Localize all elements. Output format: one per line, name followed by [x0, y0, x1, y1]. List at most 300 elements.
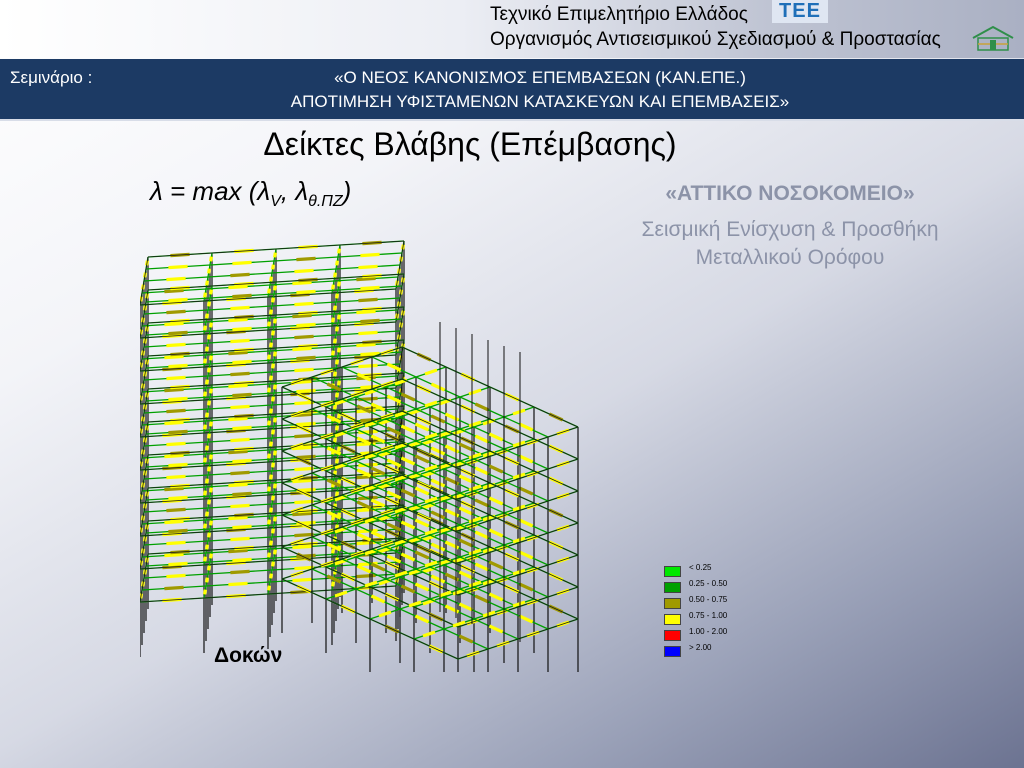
beam-damage-mark — [164, 389, 183, 390]
beam-damage-mark — [401, 586, 414, 592]
beam-damage-mark — [489, 498, 502, 504]
beam-damage-mark — [431, 384, 444, 390]
beam-damage-mark — [294, 270, 313, 271]
beam-damage-mark — [459, 476, 472, 482]
beam-damage-mark — [333, 285, 334, 290]
beam-damage-mark — [273, 496, 274, 501]
beam-damage-mark — [211, 323, 212, 328]
beam-damage-mark — [164, 422, 183, 423]
beam-damage-mark — [519, 616, 532, 622]
beam-damage-mark — [168, 464, 187, 465]
beam-damage-mark — [207, 380, 208, 385]
beam-damage-mark — [275, 286, 276, 291]
beam-damage-mark — [228, 286, 247, 287]
beam-damage-mark — [292, 546, 311, 547]
beam-damage-mark — [356, 344, 375, 345]
legend-label: 0.75 - 1.00 — [689, 611, 728, 620]
legend-swatch — [664, 598, 681, 609]
beam-damage-mark — [205, 590, 206, 595]
beam-damage-mark — [275, 319, 276, 324]
beam-damage-mark — [445, 478, 458, 484]
beam-damage-mark — [164, 455, 183, 456]
beam-damage-mark — [228, 352, 247, 353]
beam-damage-mark — [275, 418, 276, 423]
beam-damage-mark — [209, 500, 210, 505]
beam-damage-mark — [209, 302, 210, 307]
org-name-line-2: Οργανισμός Αντισεισμικού Σχεδιασμού & Προστασίας — [490, 29, 941, 50]
beam-damage-mark — [230, 274, 249, 275]
beam-damage-mark — [296, 423, 315, 424]
beam-damage-mark — [205, 458, 206, 463]
beam-damage-mark — [387, 556, 400, 562]
beam-damage-mark — [168, 266, 187, 267]
beam-damage-mark — [489, 562, 502, 568]
beam-damage-mark — [519, 488, 532, 494]
beam-damage-mark — [207, 479, 208, 484]
beam-damage-mark — [228, 418, 247, 419]
project-subtitle-line-2: Μεταλλικού Ορόφου — [695, 246, 885, 269]
beam-damage-mark — [164, 290, 183, 291]
beam-damage-mark — [205, 524, 206, 529]
beam-damage-mark — [168, 299, 187, 300]
beam-damage-mark — [271, 343, 272, 348]
legend-item — [664, 609, 734, 625]
beam-damage-mark — [333, 549, 334, 554]
beam-damage-mark — [271, 475, 272, 480]
beam-damage-mark — [205, 425, 206, 430]
beam-damage-mark — [271, 508, 272, 513]
beam-damage-mark — [401, 458, 414, 464]
beam-damage-mark — [445, 542, 458, 548]
beam-damage-mark — [269, 487, 270, 492]
legend-label: < 0.25 — [689, 563, 712, 572]
beam-damage-mark — [207, 545, 208, 550]
beam-damage-mark — [230, 340, 249, 341]
beam-damage-mark — [273, 265, 274, 270]
beam-damage-mark — [475, 532, 488, 538]
beam-damage-mark — [271, 310, 272, 315]
formula-subscript-theta: θ.ΠΖ — [308, 193, 343, 211]
beam-damage-mark — [296, 291, 315, 292]
beam-damage-mark — [211, 290, 212, 295]
beam-damage-mark — [459, 508, 472, 514]
beam-damage-mark — [360, 254, 379, 255]
beam-damage-mark — [168, 431, 187, 432]
beam-damage-mark — [292, 315, 311, 316]
beam-damage-mark — [296, 258, 315, 259]
beam-damage-mark — [166, 476, 185, 477]
beam-damage-mark — [232, 526, 251, 527]
legend-swatch — [664, 646, 681, 657]
beam-damage-mark — [232, 295, 251, 296]
beam-damage-mark — [425, 370, 437, 374]
beam-damage-mark — [337, 492, 338, 497]
beam-damage-mark — [166, 278, 185, 279]
beam-damage-mark — [489, 626, 502, 632]
beam-damage-mark — [459, 444, 472, 450]
beam-damage-mark — [209, 566, 210, 571]
beam-damage-mark — [333, 318, 334, 323]
beam-damage-mark — [360, 287, 379, 288]
beam-damage-mark — [168, 530, 187, 531]
beam-damage-mark — [275, 352, 276, 357]
beam-damage-mark — [360, 353, 379, 354]
beam-damage-mark — [358, 266, 377, 267]
beam-damage-mark — [275, 517, 276, 522]
legend-swatch — [664, 630, 681, 641]
beam-damage-mark — [269, 586, 270, 591]
beam-damage-mark — [475, 468, 488, 474]
beam-damage-mark — [356, 278, 375, 279]
beam-damage-mark — [164, 554, 183, 555]
beam-damage-mark — [207, 512, 208, 517]
beam-damage-mark — [207, 347, 208, 352]
beam-damage-mark — [415, 456, 428, 462]
beam-damage-mark — [519, 424, 532, 430]
beam-damage-mark — [333, 351, 334, 356]
beam-damage-mark — [271, 574, 272, 579]
beam-damage-mark — [271, 277, 272, 282]
beam-damage-mark — [296, 324, 315, 325]
beam-damage-mark — [401, 394, 414, 400]
beam-damage-mark — [168, 398, 187, 399]
beam-damage-mark — [335, 273, 336, 278]
formula-subscript-v: V — [270, 193, 281, 211]
beam-damage-mark — [339, 348, 340, 353]
beam-damage-mark — [166, 377, 185, 378]
beam-damage-mark — [271, 442, 272, 447]
beam-damage-mark — [489, 530, 502, 536]
beam-damage-mark — [459, 540, 472, 546]
beam-damage-mark — [273, 298, 274, 303]
beam-damage-mark — [209, 434, 210, 439]
beam-damage-mark — [209, 368, 210, 373]
beam-damage-mark — [232, 460, 251, 461]
damage-index-formula — [150, 176, 351, 211]
beam-damage-mark — [273, 463, 274, 468]
beam-damage-mark — [166, 542, 185, 543]
beam-damage-mark — [211, 422, 212, 427]
beam-damage-mark — [431, 448, 444, 454]
formula-end: ) — [342, 176, 352, 206]
beam-damage-mark — [294, 303, 313, 304]
beam-damage-mark — [211, 389, 212, 394]
beam-damage-mark — [207, 578, 208, 583]
beam-damage-mark — [519, 584, 532, 590]
legend-label: 1.00 - 2.00 — [689, 627, 728, 636]
legend-item — [664, 577, 734, 593]
beam-damage-mark — [232, 427, 251, 428]
beam-damage-mark — [401, 554, 414, 560]
beam-damage-mark — [228, 517, 247, 518]
beam-damage-mark — [269, 289, 270, 294]
beam-damage-mark — [335, 339, 336, 344]
beam-damage-mark — [166, 410, 185, 411]
beam-damage-mark — [371, 596, 384, 602]
beam-damage-mark — [358, 299, 377, 300]
beam-damage-mark — [230, 373, 249, 374]
beam-damage-mark — [205, 293, 206, 298]
beam-damage-mark — [205, 557, 206, 562]
beam-damage-mark — [209, 401, 210, 406]
beam-damage-mark — [415, 520, 428, 526]
beam-damage-mark — [269, 421, 270, 426]
beam-damage-mark — [292, 348, 311, 349]
beam-damage-mark — [445, 446, 458, 452]
beam-damage-mark — [164, 488, 183, 489]
beam-damage-mark — [294, 369, 313, 370]
beam-damage-mark — [489, 434, 502, 440]
beam-damage-mark — [164, 587, 183, 588]
beam-damage-mark — [273, 364, 274, 369]
beam-damage-mark — [164, 323, 183, 324]
legend-item — [664, 561, 734, 577]
legend-swatch — [664, 614, 681, 625]
beam-damage-mark — [166, 509, 185, 510]
beam-damage-mark — [339, 447, 340, 452]
beam-damage-mark — [168, 563, 187, 564]
beam-damage-mark — [401, 426, 414, 432]
beam-damage-mark — [335, 438, 336, 443]
beam-damage-mark — [296, 390, 315, 391]
beam-damage-mark — [275, 550, 276, 555]
beam-damage-mark — [292, 282, 311, 283]
beam-damage-mark — [431, 576, 444, 582]
beam-damage-mark — [205, 491, 206, 496]
beam-damage-mark — [207, 446, 208, 451]
beam-damage-mark — [164, 356, 183, 357]
beam-damage-mark — [415, 488, 428, 494]
beam-damage-mark — [339, 414, 340, 419]
beam-damage-mark — [333, 582, 334, 587]
beam-damage-mark — [475, 404, 488, 410]
beam-damage-mark — [489, 466, 502, 472]
beam-damage-mark — [164, 521, 183, 522]
damage-index-legend — [664, 561, 734, 657]
beam-damage-mark — [232, 328, 251, 329]
beam-damage-mark — [294, 567, 313, 568]
project-subtitle-line-1: Σεισμική Ενίσχυση & Προσθήκη — [641, 218, 939, 241]
beam-damage-mark — [269, 388, 270, 393]
beam-damage-mark — [292, 480, 311, 481]
beam-damage-mark — [371, 532, 384, 538]
beam-damage-mark — [357, 566, 370, 572]
legend-label: > 2.00 — [689, 643, 712, 652]
beam-damage-mark — [269, 520, 270, 525]
beam-damage-mark — [339, 315, 340, 320]
beam-damage-mark — [519, 520, 532, 526]
beam-damage-mark — [211, 257, 212, 262]
beam-damage-mark — [205, 359, 206, 364]
beam-damage-mark — [209, 467, 210, 472]
beam-damage-mark — [207, 413, 208, 418]
beam-damage-mark — [211, 554, 212, 559]
figure-label-beams: Δοκών — [214, 644, 283, 667]
beam-damage-mark — [475, 596, 488, 602]
seminar-title-line-1: «Ο ΝΕΟΣ ΚΑΝΟΝΙΣΜΟΣ ΕΠΕΜΒΑΣΕΩΝ (ΚΑΝ.ΕΠΕ.) — [334, 68, 746, 87]
beam-damage-mark — [271, 376, 272, 381]
beam-damage-mark — [445, 606, 458, 612]
beam-damage-mark — [228, 319, 247, 320]
beam-damage-mark — [339, 381, 340, 386]
beam-damage-mark — [431, 512, 444, 518]
beam-damage-mark — [230, 505, 249, 506]
beam-damage-mark — [337, 360, 338, 365]
beam-damage-mark — [232, 361, 251, 362]
beam-damage-mark — [415, 552, 428, 558]
beam-damage-mark — [292, 579, 311, 580]
beam-damage-mark — [275, 253, 276, 258]
header-band — [0, 0, 1024, 58]
beam-damage-mark — [445, 510, 458, 516]
beam-damage-mark — [269, 322, 270, 327]
beam-damage-mark — [228, 385, 247, 386]
tee-logo: ΤΕΕ — [772, 0, 828, 23]
beam-damage-mark — [475, 564, 488, 570]
beam-damage-mark — [271, 541, 272, 546]
beam-damage-mark — [228, 484, 247, 485]
beam-damage-mark — [513, 410, 525, 414]
beam-damage-mark — [489, 594, 502, 600]
oasp-logo-icon — [970, 24, 1016, 54]
beam-damage-mark — [230, 307, 249, 308]
beam-damage-mark — [269, 355, 270, 360]
beam-damage-mark — [273, 430, 274, 435]
beam-damage-mark — [211, 521, 212, 526]
beam-damage-mark — [360, 320, 379, 321]
beam-damage-mark — [228, 550, 247, 551]
beam-damage-mark — [232, 394, 251, 395]
beam-damage-mark — [356, 575, 375, 576]
formula-mid: , λ — [280, 176, 309, 206]
seminar-title-line-2: ΑΠΟΤΙΜΗΣΗ ΥΦΙΣΤΑΜΕΝΩΝ ΚΑΤΑΣΚΕΥΩΝ ΚΑΙ ΕΠΕΜΒΑΣΕΙΣ» — [290, 92, 790, 111]
beam-damage-mark — [358, 365, 377, 366]
beam-damage-mark — [232, 493, 251, 494]
legend-label: 0.50 - 0.75 — [689, 595, 728, 604]
beam-damage-mark — [273, 529, 274, 534]
beam-damage-mark — [275, 385, 276, 390]
beam-damage-mark — [166, 575, 185, 576]
legend-label: 0.25 - 0.50 — [689, 579, 728, 588]
org-name-line-1: Τεχνικό Επιμελητήριο Ελλάδος — [490, 4, 748, 25]
beam-damage-mark — [292, 513, 311, 514]
beam-damage-mark — [431, 416, 444, 422]
beam-damage-mark — [205, 392, 206, 397]
legend-swatch — [664, 582, 681, 593]
beam-damage-mark — [335, 306, 336, 311]
beam-damage-mark — [294, 534, 313, 535]
beam-damage-mark — [294, 336, 313, 337]
seminar-bar — [0, 59, 1024, 121]
beam-damage-mark — [275, 484, 276, 489]
beam-damage-mark — [230, 571, 249, 572]
beam-damage-mark — [230, 538, 249, 539]
beam-damage-mark — [209, 335, 210, 340]
beam-damage-mark — [337, 459, 338, 464]
beam-damage-mark — [423, 632, 435, 636]
legend-item — [664, 641, 734, 657]
beam-damage-mark — [356, 542, 375, 543]
legend-item — [664, 625, 734, 641]
beam-damage-mark — [228, 583, 247, 584]
beam-damage-mark — [273, 397, 274, 402]
beam-damage-mark — [445, 574, 458, 580]
beam-damage-mark — [211, 356, 212, 361]
beam-damage-mark — [415, 584, 428, 590]
beam-damage-mark — [294, 435, 313, 436]
beam-damage-mark — [519, 456, 532, 462]
beam-damage-mark — [166, 344, 185, 345]
beam-damage-mark — [232, 262, 251, 263]
structural-frame-model — [140, 232, 650, 672]
beam-damage-mark — [168, 497, 187, 498]
beam-damage-mark — [401, 522, 414, 528]
beam-damage-mark — [371, 564, 384, 570]
beam-damage-mark — [228, 451, 247, 452]
beam-damage-mark — [519, 552, 532, 558]
beam-damage-mark — [209, 533, 210, 538]
beam-damage-mark — [445, 414, 458, 420]
beam-damage-mark — [168, 365, 187, 366]
beam-damage-mark — [475, 500, 488, 506]
beam-damage-mark — [358, 332, 377, 333]
beam-damage-mark — [337, 261, 338, 266]
slide-title: Δείκτες Βλάβης (Επέμβασης) — [263, 126, 677, 162]
beam-damage-mark — [379, 612, 391, 616]
beam-damage-mark — [211, 455, 212, 460]
beam-damage-mark — [356, 311, 375, 312]
beam-damage-mark — [415, 424, 428, 430]
seminar-label: Σεμινάριο : — [10, 68, 93, 87]
beam-damage-mark — [294, 402, 313, 403]
legend-swatch — [664, 566, 681, 577]
legend-item — [664, 593, 734, 609]
beam-damage-mark — [166, 443, 185, 444]
formula-lhs: λ = max (λ — [150, 176, 271, 206]
beam-damage-mark — [166, 311, 185, 312]
beam-damage-mark — [358, 464, 377, 465]
beam-damage-mark — [337, 294, 338, 299]
beam-damage-mark — [207, 314, 208, 319]
beam-damage-mark — [271, 409, 272, 414]
beam-damage-mark — [294, 501, 313, 502]
beam-damage-mark — [475, 436, 488, 442]
beam-damage-mark — [230, 472, 249, 473]
beam-damage-mark — [209, 269, 210, 274]
beam-damage-mark — [211, 488, 212, 493]
beam-damage-mark — [459, 572, 472, 578]
beam-damage-mark — [207, 281, 208, 286]
beam-damage-mark — [339, 249, 340, 254]
beam-damage-mark — [337, 393, 338, 398]
beam-damage-mark — [459, 636, 472, 642]
beam-damage-mark — [459, 604, 472, 610]
beam-damage-mark — [273, 562, 274, 567]
beam-damage-mark — [335, 405, 336, 410]
beam-damage-mark — [273, 331, 274, 336]
beam-damage-mark — [337, 327, 338, 332]
beam-damage-mark — [232, 559, 251, 560]
beam-damage-mark — [469, 390, 481, 394]
beam-damage-mark — [431, 544, 444, 550]
beam-damage-mark — [230, 406, 249, 407]
beam-damage-mark — [269, 454, 270, 459]
beam-damage-mark — [294, 468, 313, 469]
beam-damage-mark — [230, 439, 249, 440]
beam-damage-mark — [335, 592, 347, 596]
beam-damage-mark — [168, 332, 187, 333]
beam-damage-mark — [335, 372, 336, 377]
